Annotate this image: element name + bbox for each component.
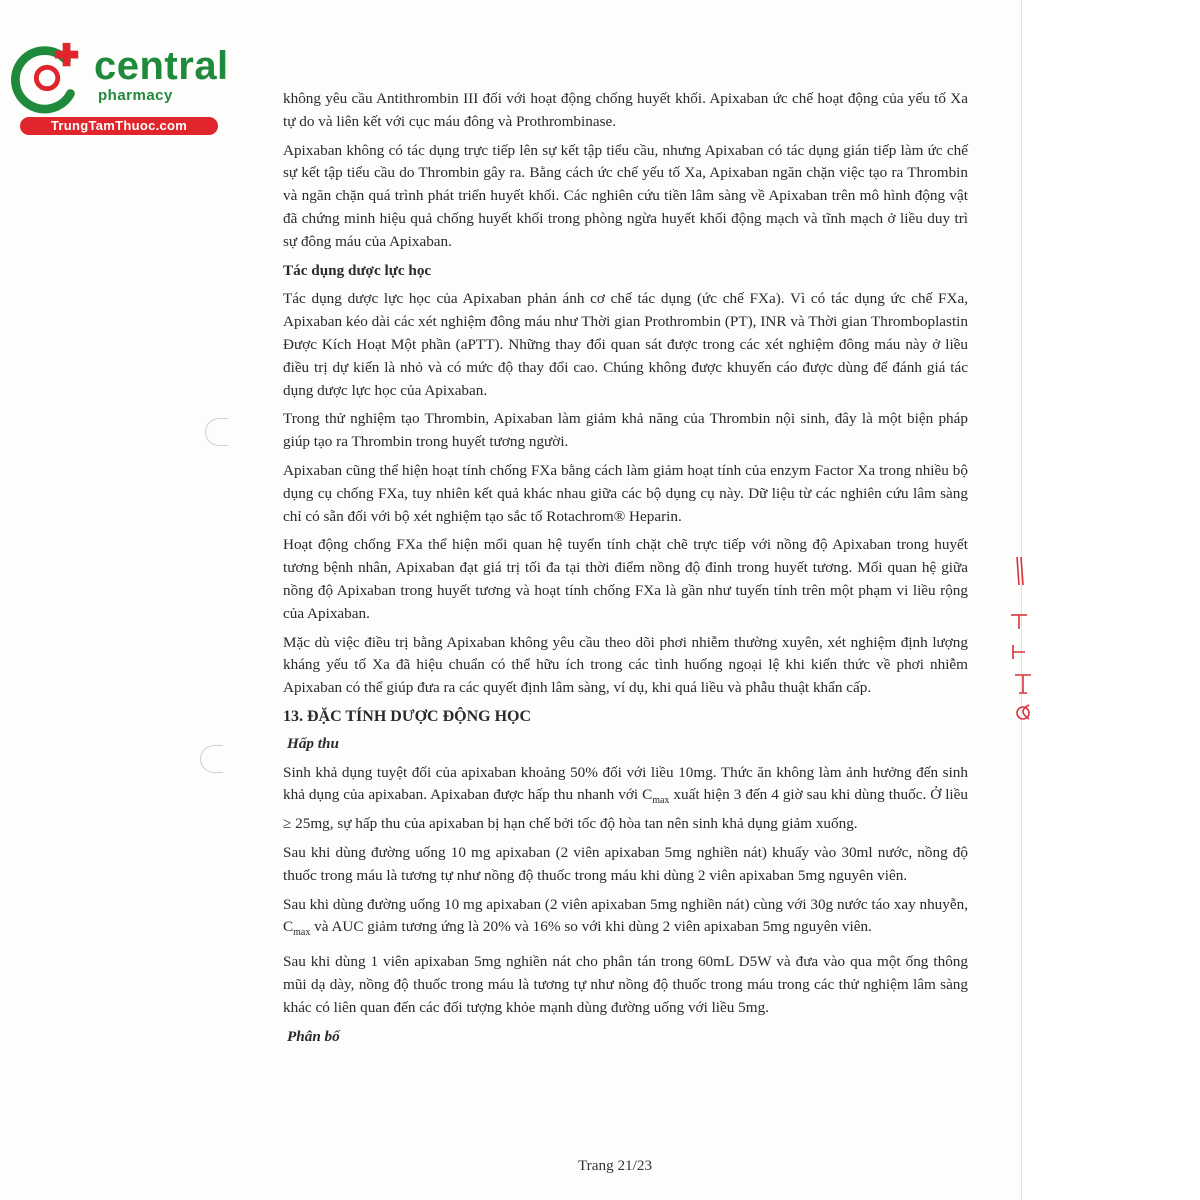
chapter-heading: 13. ĐẶC TÍNH DƯỢC ĐỘNG HỌC (283, 707, 532, 725)
logo-name: central (94, 44, 229, 88)
subsection-heading: Phân bố (287, 1027, 340, 1045)
page-number: Trang 21/23 (577, 1157, 653, 1174)
section-heading: Tác dụng dược lực học (283, 261, 432, 279)
paragraph: không yêu cầu Antithrombin III đối với hoạt động chống huyết khối. Apixaban ức chế hoạt động của yếu tố Xa tự do và liên kết với cục máu đông và Prothrombinase. (283, 90, 968, 130)
text-run: Sau khi dùng đường uống 10 mg apixaban (2 viên apixaban 5mg nghiền nát) cùng với 30g nước táo xay nhuyễn, C (283, 895, 968, 936)
pharmacy-cross-icon (10, 38, 88, 118)
paragraph: Hoạt động chống FXa thể hiện mối quan hệ tuyến tính chặt chẽ trực tiếp với nồng độ Apixaban trong huyết tương bệnh nhân, Apixaban đạt giá trị tối đa tại thời điểm nồng độ đỉnh trong huyết tương. Mối quan hệ giữa nồng độ Apixaban trong huyết tương và hoạt tính chống FXa là gần như tuyến tính trên một phạm vi liều rộng của Apixaban. (283, 536, 968, 622)
subsection-heading: Hấp thu (287, 734, 339, 752)
text-run: xuất hiện 3 đến 4 giờ sau khi dùng thuốc. Ở liều ≥ 25mg, sự hấp thu của apixaban bị hạn chế bởi tốc độ hòa tan nên sinh khả dụng giảm xuống. (283, 786, 968, 833)
paragraph: Sau khi dùng đường uống 10 mg apixaban (2 viên apixaban 5mg nghiền nát) khuấy vào 30ml nước, nồng độ thuốc trong máu là tương tự như nồng độ thuốc trong máu khi dùng 2 viên apixaban 5mg nguyên viên. (283, 843, 968, 884)
text-run: Sinh khả dụng tuyệt đối của apixaban khoảng 50% đối với liều 10mg. Thức ăn không làm ảnh hưởng đến sinh khả dụng của apixaban. Apixaban được hấp thu nhanh với C (283, 763, 968, 804)
paragraph: Apixaban không có tác dụng trực tiếp lên sự kết tập tiểu cầu, nhưng Apixaban có tác dụng gián tiếp làm ức chế sự kết tập tiểu cầu do Thrombin gây ra. Bằng cách ức chế yếu tố Xa, Apixaban ngăn chặn việc tạo ra Thrombin và ngăn chặn quá trình phát triển huyết khối. Các nghiên cứu tiền lâm sàng về Apixaban trên mô hình động vật đã chứng minh hiệu quả chống huyết khối trong phòng ngừa huyết khối động mạch và tĩnh mạch ở liều duy trì sự đông máu của Apixaban. (283, 141, 968, 250)
stamp-mark (1005, 555, 1045, 725)
paragraph: Sau khi dùng 1 viên apixaban 5mg nghiền nát cho phân tán trong 60mL D5W và đưa vào qua một ống thông mũi dạ dày, nồng độ thuốc trong máu là tương tự như nồng độ thuốc trong máu trong các thử nghiệm lâm sàng khác có liên quan đến các đối tượng khỏe mạnh dùng đường uống với liều 5mg. (283, 953, 968, 1016)
paragraph: Mặc dù việc điều trị bằng Apixaban không yêu cầu theo dõi phơi nhiễm thường xuyên, xét nghiệm định lượng kháng yếu tố Xa đã hiệu chuẩn có thể hữu ích trong các tình huống ngoại lệ khi kiến thức về phơi nhiễm Apixaban có thể giúp đưa ra các quyết định lâm sàng, ví dụ, khi quá liều và phẫu thuật khẩn cấp. (283, 633, 968, 697)
punch-hole (205, 418, 228, 446)
document-body (283, 88, 968, 1054)
paragraph: Trong thử nghiệm tạo Thrombin, Apixaban làm giảm khả năng của Thrombin nội sinh, đây là một biện pháp giúp tạo ra Thrombin trong huyết tương người. (283, 410, 968, 451)
text-run: và AUC giảm tương ứng là 20% và 16% so với khi dùng 2 viên apixaban 5mg nguyên viên. (310, 918, 872, 936)
subscript: max (293, 927, 311, 939)
logo-website[interactable]: TrungTamThuoc.com (20, 117, 218, 135)
paragraph (283, 894, 968, 946)
logo-subtitle: pharmacy (98, 87, 173, 104)
margin-area (1022, 0, 1200, 1200)
punch-hole (200, 745, 223, 773)
central-pharmacy-logo[interactable] (10, 38, 229, 138)
paragraph (283, 762, 968, 836)
paragraph: Apixaban cũng thể hiện hoạt tính chống FXa bằng cách làm giảm hoạt tính của enzym Factor Xa trong nhiều bộ dụng cụ chống FXa, tuy nhiên kết quả khác nhau giữa các bộ dụng cụ này. Dữ liệu từ các nghiên cứu lâm sàng chỉ có sẵn đối với bộ xét nghiệm tạo sắc tố Rotachrom® Heparin. (283, 461, 968, 525)
subscript: max (652, 795, 670, 807)
paragraph: Tác dụng dược lực học của Apixaban phản ánh cơ chế tác dụng (ức chế FXa). Vì có tác dụng ức chế FXa, Apixaban kéo dài các xét nghiệm đông máu như Thời gian Prothrombin (PT), INR và Thời gian Thromboplastin Được Kích Hoạt Một phần (aPTT). Những thay đổi quan sát được trong các xét nghiệm đông máu này ở liều điều trị dự kiến là nhỏ và có mức độ thay đổi cao. Chúng không được khuyến cáo được dùng để đánh giá tác dụng dược lực học của Apixaban. (283, 290, 968, 399)
